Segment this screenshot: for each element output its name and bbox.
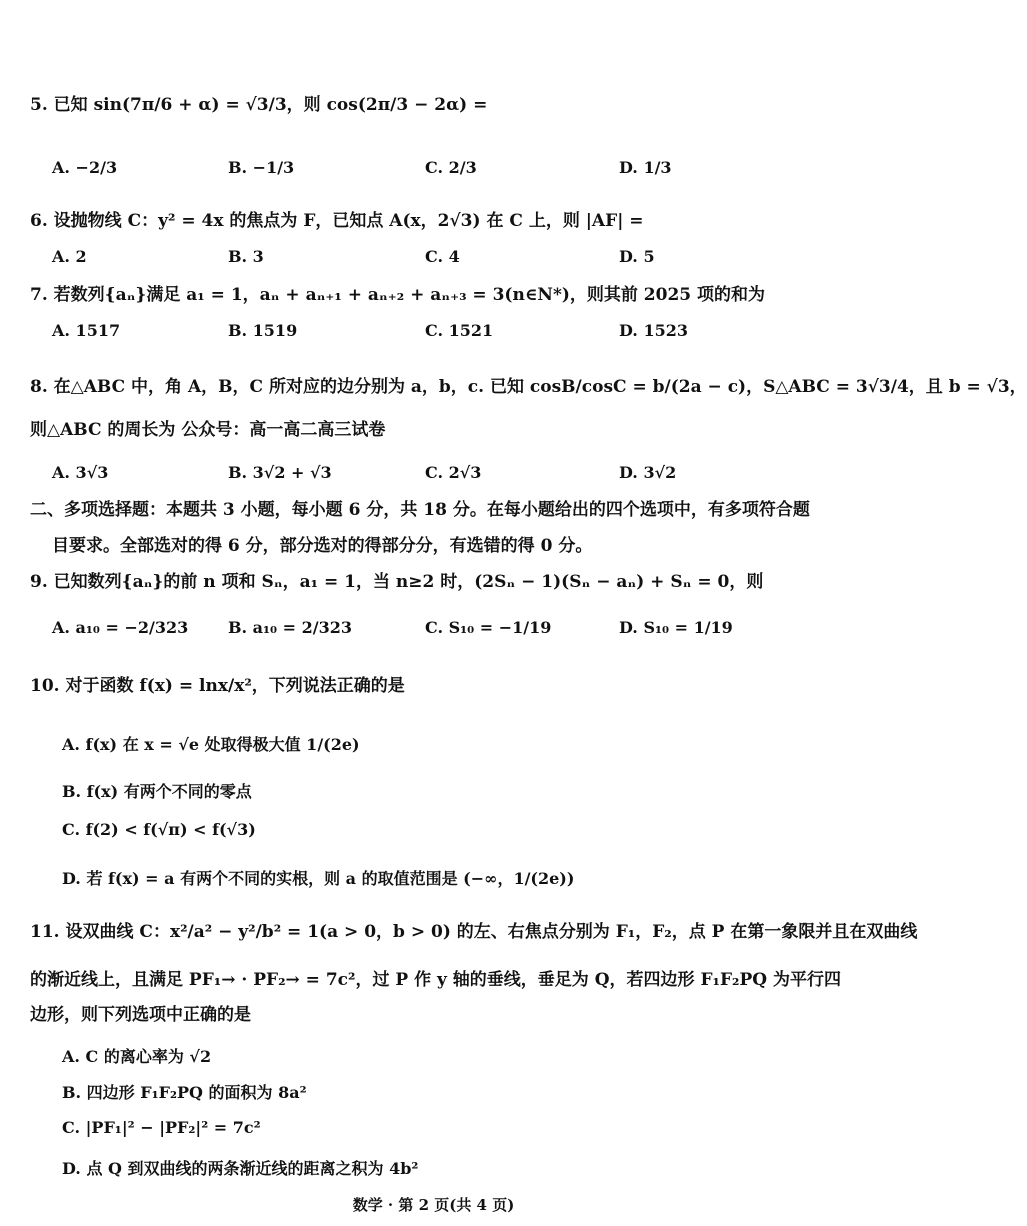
q6-option-c: C. 4 [425, 247, 460, 266]
section-2-heading: 二、多项选择题：本题共 3 小题，每小题 6 分，共 18 分。在每小题给出的四个选项中，有多项符合题 [30, 500, 810, 520]
question-11-stem-3: 边形，则下列选项中正确的是 [30, 1005, 251, 1025]
q9-option-b: B. a₁₀ = 2/323 [228, 618, 352, 637]
question-11-stem-2: 的渐近线上，且满足 PF₁→ · PF₂→ = 7c²，过 P 作 y 轴的垂线，垂足为 Q，若四边形 F₁F₂PQ 为平行四 [30, 970, 841, 990]
question-6-options [52, 247, 842, 273]
q11-option-b: B. 四边形 F₁F₂PQ 的面积为 8a² [62, 1083, 307, 1102]
section-2-instructions: 目要求。全部选对的得 6 分，部分选对的得部分分，有选错的得 0 分。 [52, 536, 593, 556]
q11-option-a: A. C 的离心率为 √2 [62, 1047, 212, 1066]
question-10-stem: 10. 对于函数 f(x) = lnx/x²，下列说法正确的是 [30, 676, 405, 696]
question-8-stem: 8. 在△ABC 中，角 A，B，C 所对应的边分别为 a，b，c. 已知 cosB/cosC = b/(2a − c)，S△ABC = 3√3/4，且 b = √3， [30, 377, 1027, 397]
q10-option-a: A. f(x) 在 x = √e 处取得极大值 1/(2e) [62, 735, 360, 754]
q9-option-c: C. S₁₀ = −1/19 [425, 618, 552, 637]
q8-option-d: D. 3√2 [619, 463, 677, 482]
q8-option-b: B. 3√2 + √3 [228, 463, 332, 482]
q9-option-d: D. S₁₀ = 1/19 [619, 618, 733, 637]
q10-option-c: C. f(2) < f(√π) < f(√3) [62, 820, 256, 839]
q6-option-d: D. 5 [619, 247, 655, 266]
q8-option-c: C. 2√3 [425, 463, 482, 482]
q7-option-b: B. 1519 [228, 321, 298, 340]
question-6-stem: 6. 设抛物线 C：y² = 4x 的焦点为 F，已知点 A(x，2√3) 在 C 上，则 |AF| = [30, 211, 644, 231]
q6-option-b: B. 3 [228, 247, 264, 266]
question-8-options [52, 463, 842, 489]
question-9-stem: 9. 已知数列{aₙ}的前 n 项和 Sₙ，a₁ = 1，当 n≥2 时，(2Sₙ − 1)(Sₙ − aₙ) + Sₙ = 0，则 [30, 572, 764, 592]
question-11-stem: 11. 设双曲线 C：x²/a² − y²/b² = 1(a > 0，b > 0) 的左、右焦点分别为 F₁，F₂，点 P 在第一象限并且在双曲线 [30, 922, 918, 942]
q7-option-a: A. 1517 [52, 321, 121, 340]
q11-option-c: C. |PF₁|² − |PF₂|² = 7c² [62, 1118, 261, 1137]
page-footer: 数学 · 第 2 页(共 4 页) [352, 1196, 515, 1214]
q7-option-c: C. 1521 [425, 321, 494, 340]
q6-option-a: A. 2 [52, 247, 87, 266]
question-9-options [52, 618, 842, 644]
q8-option-a: A. 3√3 [52, 463, 109, 482]
q10-option-d: D. 若 f(x) = a 有两个不同的实根，则 a 的取值范围是 (−∞，1/(2e)) [62, 869, 575, 888]
q5-option-a: A. −2/3 [52, 158, 118, 177]
question-5-stem: 5. 已知 sin(7π/6 + α) = √3/3，则 cos(2π/3 − 2α) = [30, 95, 488, 115]
q9-option-a: A. a₁₀ = −2/323 [52, 618, 189, 637]
q10-option-b: B. f(x) 有两个不同的零点 [62, 782, 252, 801]
question-7-stem: 7. 若数列{aₙ}满足 a₁ = 1，aₙ + aₙ₊₁ + aₙ₊₂ + aₙ₊₃ = 3(n∈N*)，则其前 2025 项的和为 [30, 285, 766, 305]
q11-option-d: D. 点 Q 到双曲线的两条渐近线的距离之积为 4b² [62, 1159, 419, 1178]
question-8-stem-2: 则△ABC 的周长为 公众号：高一高二高三试卷 [30, 420, 386, 440]
q5-option-d: D. 1/3 [619, 158, 672, 177]
question-7-options [52, 321, 842, 347]
question-5-options [52, 158, 842, 184]
q5-option-b: B. −1/3 [228, 158, 295, 177]
q5-option-c: C. 2/3 [425, 158, 477, 177]
q7-option-d: D. 1523 [619, 321, 688, 340]
